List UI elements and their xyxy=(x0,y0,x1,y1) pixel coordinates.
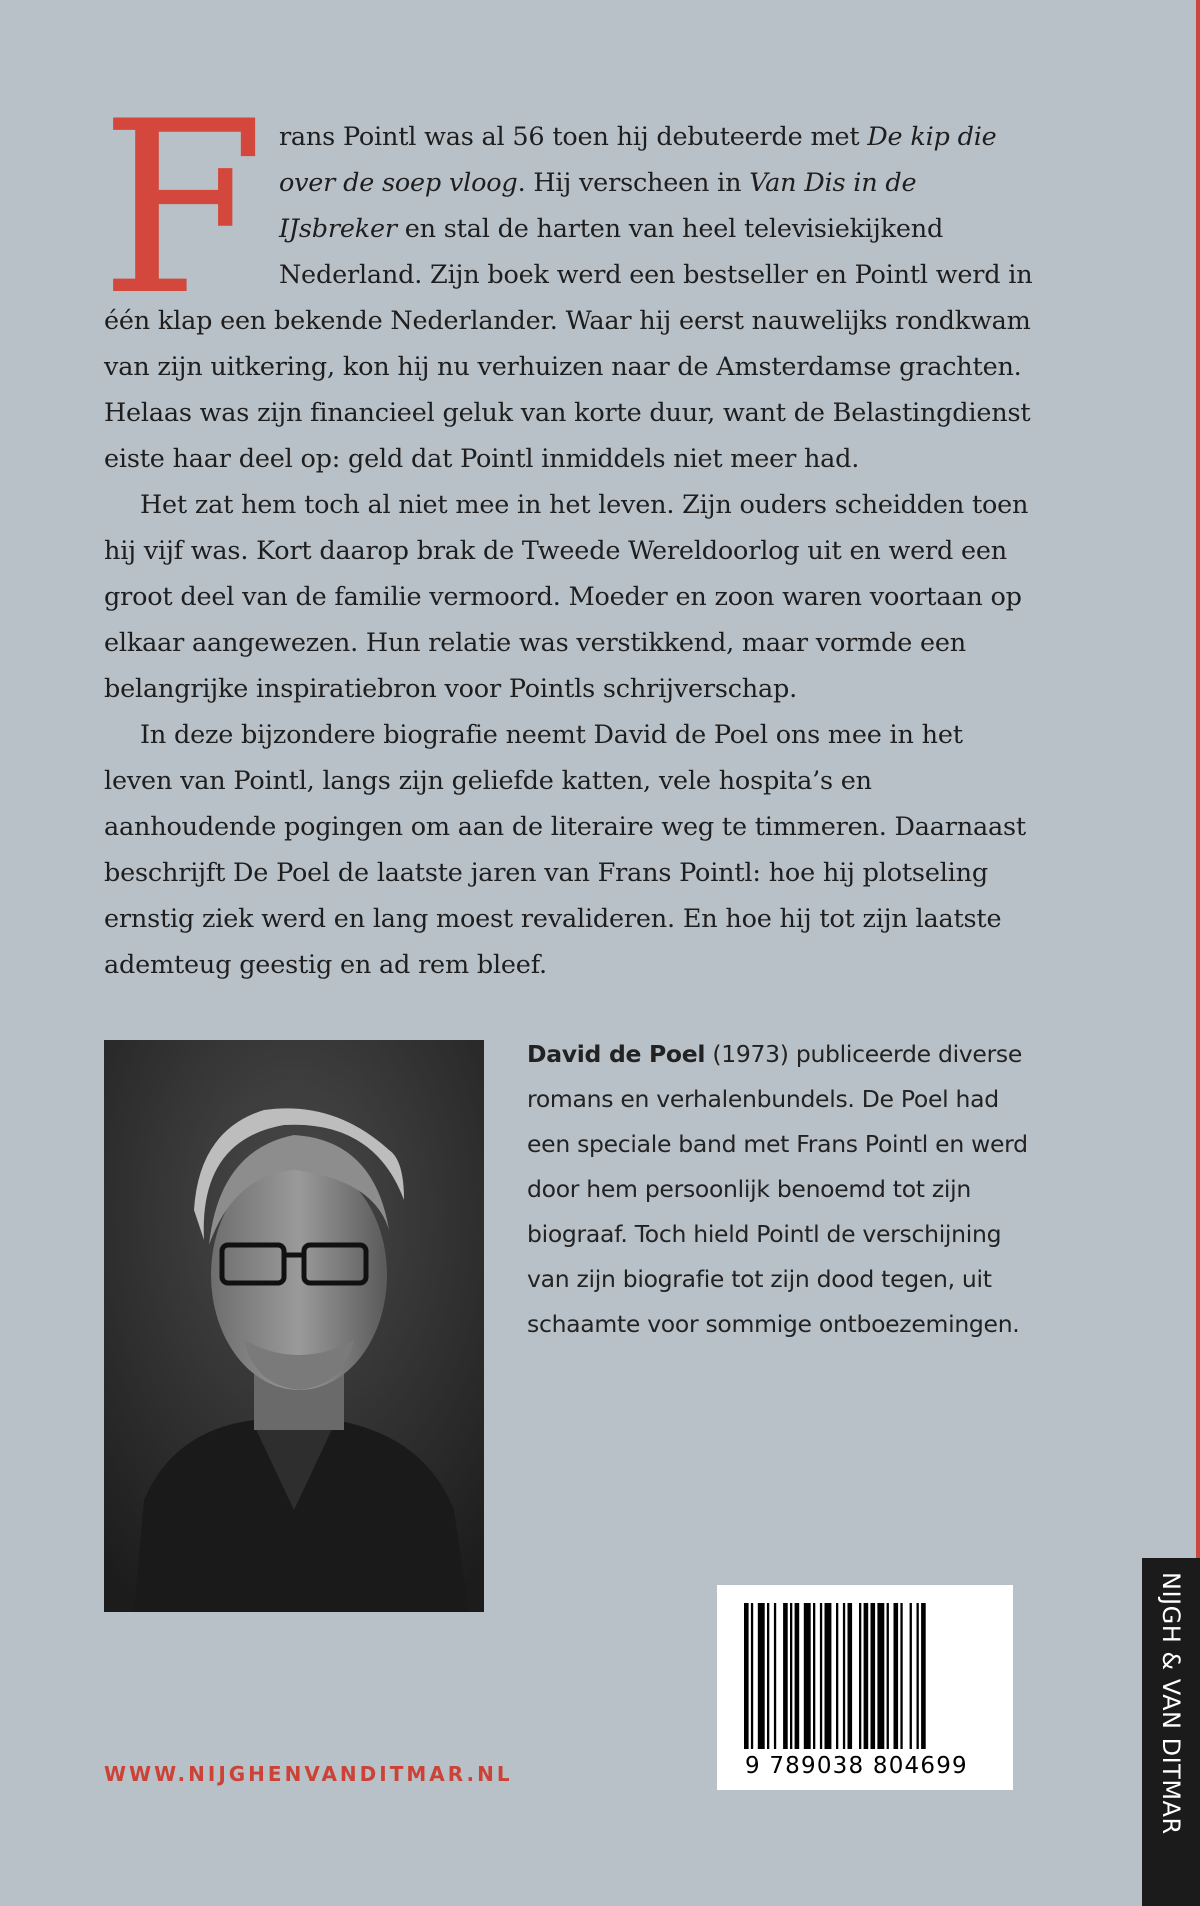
isbn-number: 9 789038 804699 xyxy=(745,1753,968,1779)
author-bio-text: (1973) publiceerde diverse romans en verhalenbundels. De Poel had een speciale band met Frans Pointl en werd door hem persoonlijk benoemd tot zijn biograaf. Toch hield Pointl de verschijning van zijn biografie tot zijn dood tegen, uit schaamte voor sommige ontboezemingen. xyxy=(527,1040,1028,1338)
author-bio xyxy=(527,1032,1047,1347)
author-photo xyxy=(104,1040,484,1612)
book-title-italic: De kip die over de soep vloog xyxy=(278,122,997,198)
blurb-paragraph-3: In deze bijzondere biografie neemt David de Poel ons mee in het leven van Pointl, langs zijn geliefde katten, vele hospita’s en aanhoudende pogingen om aan de literaire weg te timmeren. Daarnaast beschrijft De Poel de laatste jaren van Frans Pointl: hoe hij plotseling ernstig ziek werd en lang moest revalideren. En hoe hij tot zijn laatste ademteug geestig en ad rem bleef. xyxy=(104,720,1026,980)
barcode-bars xyxy=(744,1603,986,1749)
publisher-tab xyxy=(1142,1558,1200,1906)
tv-show-italic: Van Dis in de IJsbreker xyxy=(278,168,917,244)
blurb-paragraph-2: Het zat hem toch al niet mee in het leven. Zijn ouders scheidden toen hij vijf was. Kort daarop brak de Tweede Wereldoorlog uit en werd een groot deel van de familie vermoord. Moeder en zoon waren voortaan op elkaar aangewezen. Hun relatie was verstikkend, maar vormde een belangrijke inspiratiebron voor Pointls schrijverschap. xyxy=(104,490,1029,704)
blurb-paragraph-1: Frans Pointl was al 56 toen hij debuteerde met De kip die over de soep vloog. Hij verscheen in Van Dis in de IJsbreker en stal de harten van heel televisiekijkend Nederland. Zijn boek werd een bestseller en Pointl werd in één klap een bekende Nederlander. Waar hij eerst nauwelijks rondkwam van zijn uitkering, kon hij nu verhuizen naar de Amsterdamse grachten. Helaas was zijn financieel geluk van korte duur, want de Belastingdienst eiste haar deel op: geld dat Pointl inmiddels niet meer had. xyxy=(100,71,1033,474)
back-cover-blurb xyxy=(100,71,1038,988)
drop-cap: F xyxy=(100,71,265,348)
author-name: David de Poel xyxy=(527,1040,706,1068)
isbn-barcode xyxy=(717,1585,1013,1790)
publisher-website[interactable]: WWW.NIJGHENVANDITMAR.NL xyxy=(104,1762,513,1786)
publisher-name: NIJGH & VAN DITMAR xyxy=(1157,1572,1185,1835)
